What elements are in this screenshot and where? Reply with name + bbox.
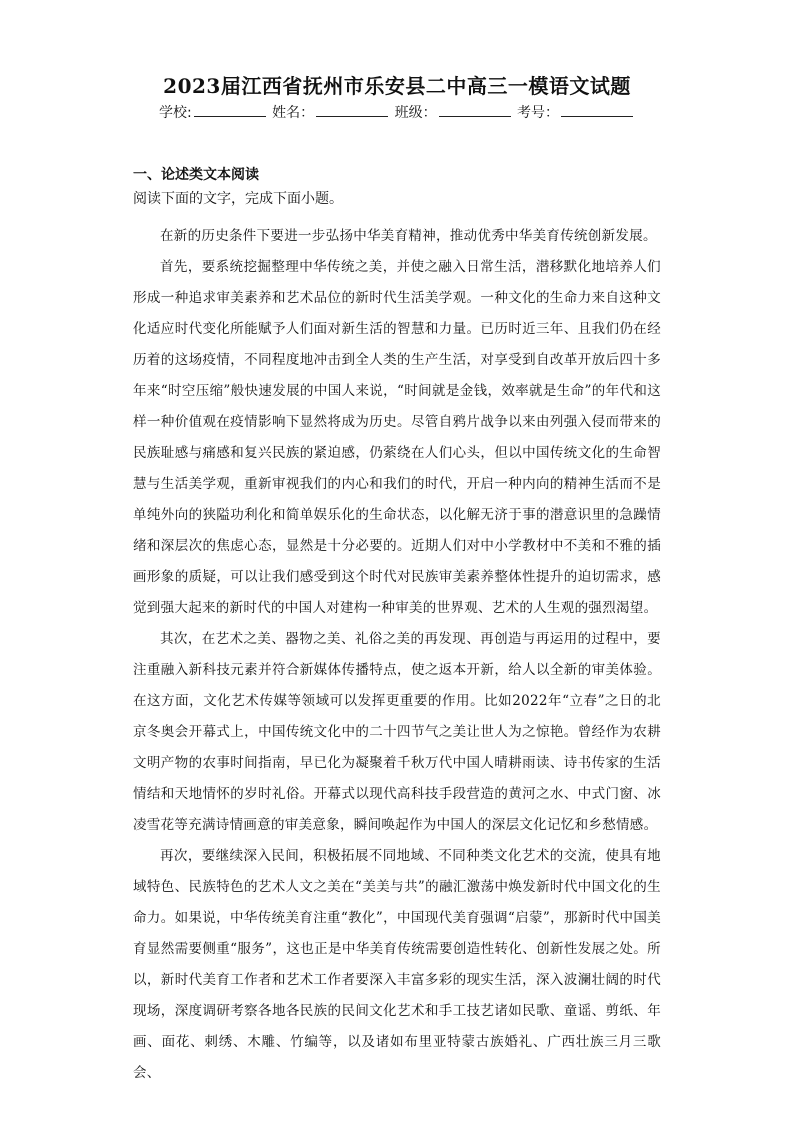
exam-title: 2023届江西省抚州市乐安县二中高三一模语文试题 xyxy=(163,74,631,98)
exam-no-blank[interactable] xyxy=(561,104,633,117)
passage-body xyxy=(133,221,661,1089)
class-label: 班级： xyxy=(394,105,437,121)
student-info-line xyxy=(0,102,794,122)
school-label: 学校: xyxy=(158,105,192,121)
class-blank[interactable] xyxy=(439,104,511,117)
section-instruction: 阅读下面的文字，完成下面小题。 xyxy=(133,191,343,207)
passage-paragraph: 在新的历史条件下要进一步弘扬中华美育精神，推动优秀中华美育传统创新发展。 xyxy=(160,228,657,244)
name-blank[interactable] xyxy=(316,104,388,117)
school-blank[interactable] xyxy=(194,104,266,117)
section-heading: 一、论述类文本阅读 xyxy=(133,167,259,183)
exam-no-label: 考号： xyxy=(517,105,560,121)
passage-paragraph: 其次，在艺术之美、器物之美、礼俗之美的再发现、再创造与再运用的过程中，要注重融入新科技元素并符合新媒体传播特点，使之返本开新，给人以全新的审美体验。在这方面，文化艺术传媒等领域可以发挥更重要的作用。比如2022年“立春”之日的北京冬奥会开幕式上，中国传统文化中的二十四节气之美让世人为之惊艳。曾经作为农耕文明产物的农事时间指南，早已化为凝聚着千秋万代中国人晴耕雨读、诗书传家的生活情结和天地情怀的岁时礼俗。开幕式以现代高科技手段营造的黄河之水、中式门窗、冰凌雪花等充满诗情画意的审美意象，瞬间唤起作为中国人的深层文化记忆和乡愁情感。 xyxy=(133,631,661,833)
passage-paragraph: 首先，要系统挖掘整理中华传统之美，并使之融入日常生活，潜移默化地培养人们形成一种追求审美素养和艺术品位的新时代生活美学观。一种文化的生命力来自这种文化适应时代变化所能赋予人们面对新生活的智慧和力量。已历时近三年、且我们仍在经历着的这场疫情，不同程度地冲击到全人类的生产生活，对享受到自改革开放后四十多年来“时空压缩”般快速发展的中国人来说，“时间就是金钱，效率就是生命”的年代和这样一种价值观在疫情影响下显然将成为历史。尽管自鸦片战争以来由列强入侵而带来的民族耻感与痛感和复兴民族的紧迫感，仍萦绕在人们心头，但以中国传统文化的生命智慧与生活美学观，重新审视我们的内心和我们的时代，开启一种内向的精神生活而不是单纯外向的狭隘功利化和简单娱乐化的生命状态，以化解无济于事的潜意识里的急躁情绪和深层次的焦虑心态，显然是十分必要的。近期人们对中小学教材中不美和不雅的插画形象的质疑，可以让我们感受到这个时代对民族审美素养整体性提升的迫切需求，感觉到强大起来的新时代的中国人对建构一种审美的世界观、艺术的人生观的强烈渴望。 xyxy=(133,259,661,616)
name-label: 姓名： xyxy=(272,105,315,121)
passage-paragraph: 再次，要继续深入民间，积极拓展不同地域、不同种类文化艺术的交流，使具有地域特色、民族特色的艺术人文之美在“美美与共”的融汇激荡中焕发新时代中国文化的生命力。如果说，中华传统美育注重“教化”，中国现代美育强调“启蒙”，那新时代中国美育显然需要侧重“服务”，这也正是中华美育传统需要创造性转化、创新性发展之处。所以，新时代美育工作者和艺术工作者要深入丰富多彩的现实生活，深入波澜壮阔的时代现场，深度调研考察各地各民族的民间文化艺术和手工技艺诸如民歌、童谣、剪纸、年画、面花、刺绣、木雕、竹编等，以及诸如布里亚特蒙古族婚礼、广西壮族三月三歌会、 xyxy=(133,848,661,1081)
